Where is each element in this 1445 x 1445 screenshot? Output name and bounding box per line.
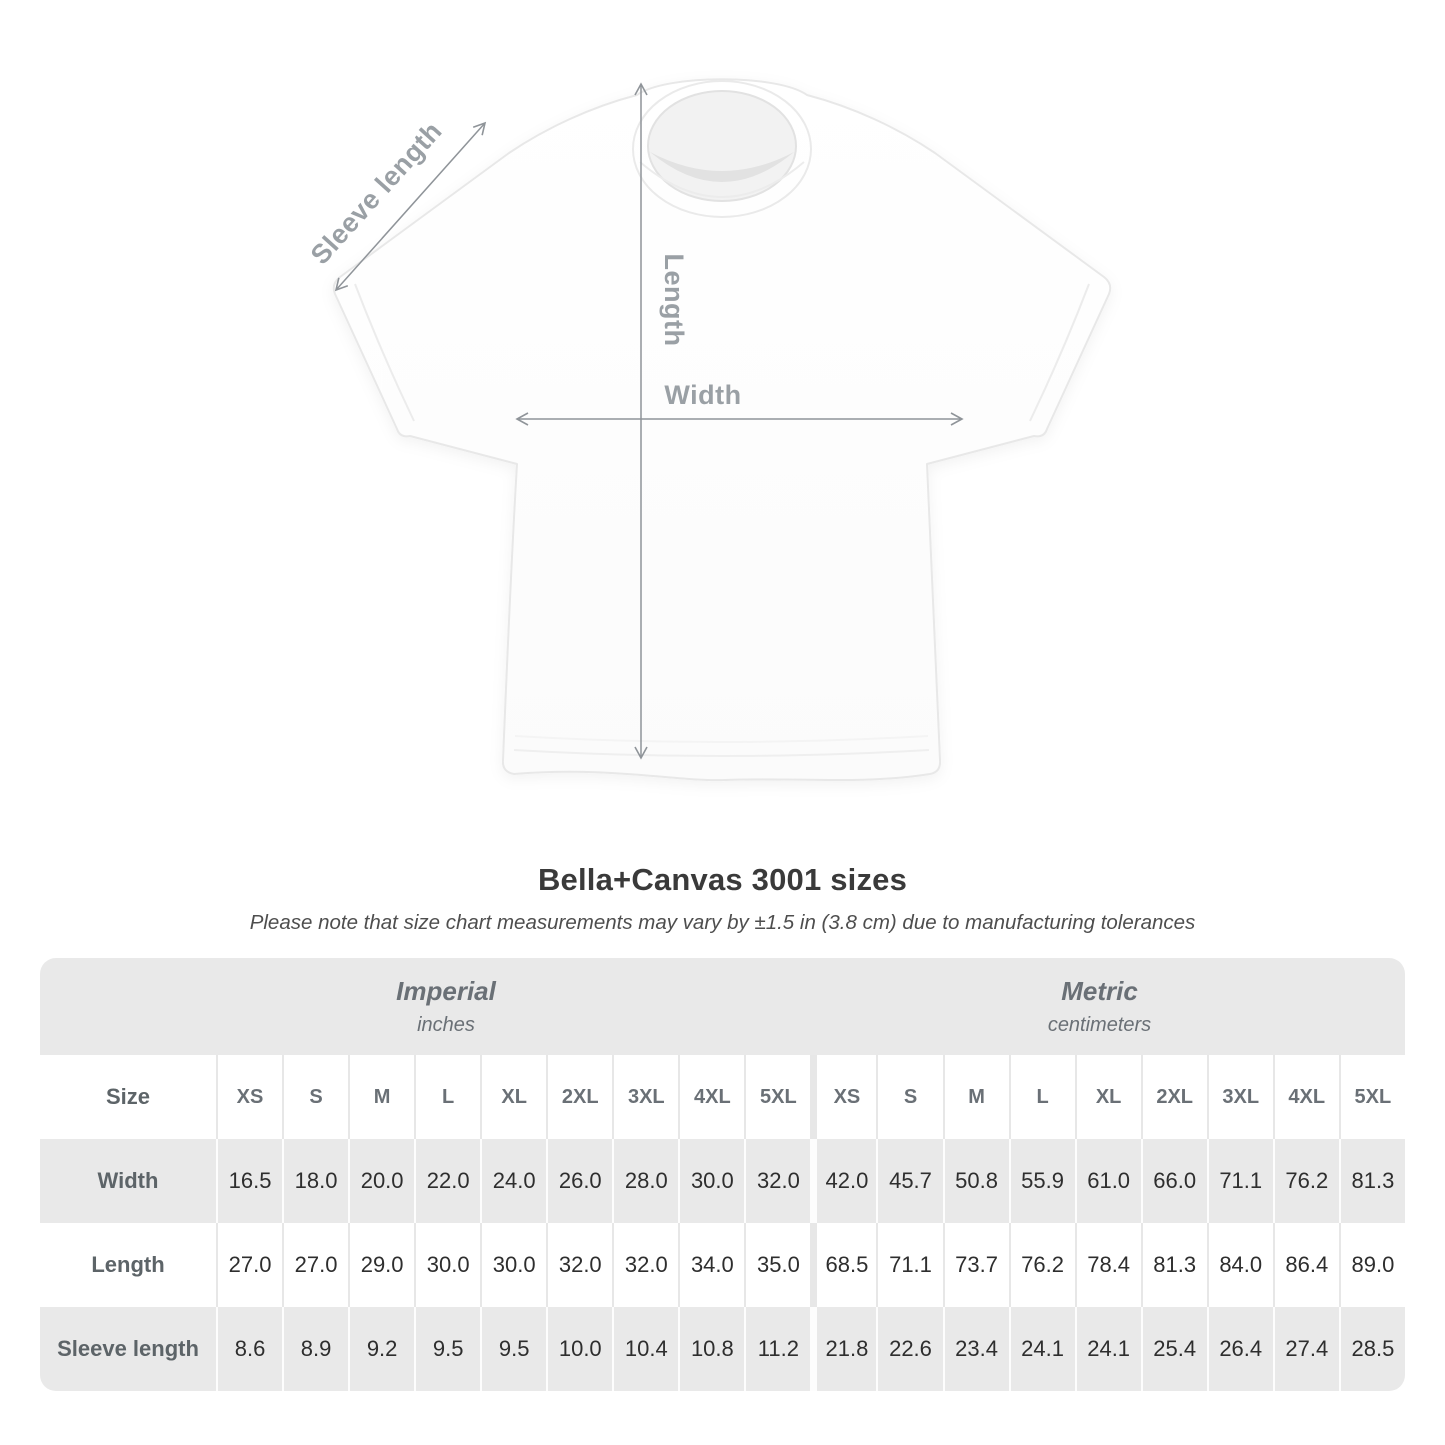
value-cell-imperial-4xl: 30.0 xyxy=(678,1139,744,1223)
value-cell-metric-xs: 68.5 xyxy=(810,1223,876,1307)
metric-title: Metric xyxy=(1061,976,1138,1006)
value-cell-imperial-m: 9.2 xyxy=(348,1307,414,1391)
value-cell-imperial-s: 18.0 xyxy=(282,1139,348,1223)
size-col-header-imperial-l: L xyxy=(414,1055,480,1139)
value-cell-metric-5xl: 89.0 xyxy=(1339,1223,1405,1307)
value-cell-imperial-xs: 8.6 xyxy=(216,1307,282,1391)
value-cell-metric-l: 55.9 xyxy=(1009,1139,1075,1223)
size-col-header-imperial-4xl: 4XL xyxy=(678,1055,744,1139)
size-col-header-metric-s: S xyxy=(876,1055,942,1139)
value-cell-imperial-s: 8.9 xyxy=(282,1307,348,1391)
value-cell-imperial-m: 29.0 xyxy=(348,1223,414,1307)
imperial-unit: inches xyxy=(417,1014,475,1036)
metric-section-header xyxy=(800,958,1399,1055)
measure-row-length xyxy=(40,1223,1405,1307)
size-col-header-metric-4xl: 4XL xyxy=(1273,1055,1339,1139)
size-col-header-imperial-xs: XS xyxy=(216,1055,282,1139)
value-cell-imperial-l: 22.0 xyxy=(414,1139,480,1223)
value-cell-metric-m: 50.8 xyxy=(943,1139,1009,1223)
row-label: Length xyxy=(91,1252,165,1277)
value-cell-metric-l: 76.2 xyxy=(1009,1223,1075,1307)
value-cell-metric-xl: 61.0 xyxy=(1075,1139,1141,1223)
value-cell-metric-l: 24.1 xyxy=(1009,1307,1075,1391)
size-col-header-metric-xl: XL xyxy=(1075,1055,1141,1139)
value-cell-imperial-3xl: 28.0 xyxy=(612,1139,678,1223)
value-cell-imperial-l: 30.0 xyxy=(414,1223,480,1307)
value-cell-imperial-l: 9.5 xyxy=(414,1307,480,1391)
value-cell-metric-s: 45.7 xyxy=(876,1139,942,1223)
value-cell-metric-5xl: 28.5 xyxy=(1339,1307,1405,1391)
value-cell-imperial-xl: 30.0 xyxy=(480,1223,546,1307)
units-header-band xyxy=(40,958,1405,1055)
size-col-header-metric-l: L xyxy=(1009,1055,1075,1139)
value-cell-imperial-xl: 24.0 xyxy=(480,1139,546,1223)
metric-unit: centimeters xyxy=(1047,1014,1152,1036)
value-cell-imperial-5xl: 11.2 xyxy=(744,1307,810,1391)
value-cell-metric-xl: 78.4 xyxy=(1075,1223,1141,1307)
value-cell-metric-4xl: 76.2 xyxy=(1273,1139,1339,1223)
size-chart xyxy=(40,958,1405,1391)
measure-row-sleeve-length xyxy=(40,1307,1405,1391)
value-cell-metric-5xl: 81.3 xyxy=(1339,1139,1405,1223)
page-title: Bella+Canvas 3001 sizes xyxy=(537,862,908,897)
size-col-header-imperial-xl: XL xyxy=(480,1055,546,1139)
value-cell-metric-3xl: 84.0 xyxy=(1207,1223,1273,1307)
row-label: Width xyxy=(97,1168,159,1193)
value-cell-metric-xs: 21.8 xyxy=(810,1307,876,1391)
measure-row-width xyxy=(40,1139,1405,1223)
size-grid-table xyxy=(40,1055,1405,1391)
size-col-header-metric-3xl: 3XL xyxy=(1207,1055,1273,1139)
value-cell-metric-xs: 42.0 xyxy=(810,1139,876,1223)
tolerance-note: Please note that size chart measurements may vary by ±1.5 in (3.8 cm) due to manufacturing tolerances xyxy=(249,911,1196,934)
value-cell-imperial-2xl: 10.0 xyxy=(546,1307,612,1391)
value-cell-metric-3xl: 71.1 xyxy=(1207,1139,1273,1223)
value-cell-imperial-4xl: 10.8 xyxy=(678,1307,744,1391)
value-cell-imperial-xl: 9.5 xyxy=(480,1307,546,1391)
value-cell-metric-xl: 24.1 xyxy=(1075,1307,1141,1391)
value-cell-imperial-3xl: 32.0 xyxy=(612,1223,678,1307)
value-cell-imperial-3xl: 10.4 xyxy=(612,1307,678,1391)
size-col-header-imperial-5xl: 5XL xyxy=(744,1055,810,1139)
size-col-header-metric-5xl: 5XL xyxy=(1339,1055,1405,1139)
value-cell-metric-4xl: 86.4 xyxy=(1273,1223,1339,1307)
value-cell-imperial-m: 20.0 xyxy=(348,1139,414,1223)
size-col-header-imperial-s: S xyxy=(282,1055,348,1139)
tshirt-shape xyxy=(334,79,1110,780)
row-label: Sleeve length xyxy=(57,1336,199,1361)
length-label: Length xyxy=(659,253,689,347)
size-col-header-metric-m: M xyxy=(943,1055,1009,1139)
value-cell-imperial-5xl: 35.0 xyxy=(744,1223,810,1307)
value-cell-imperial-2xl: 26.0 xyxy=(546,1139,612,1223)
value-cell-imperial-2xl: 32.0 xyxy=(546,1223,612,1307)
value-cell-metric-4xl: 27.4 xyxy=(1273,1307,1339,1391)
value-cell-metric-3xl: 26.4 xyxy=(1207,1307,1273,1391)
size-header-row xyxy=(40,1055,1405,1139)
value-cell-metric-m: 73.7 xyxy=(943,1223,1009,1307)
value-cell-metric-2xl: 66.0 xyxy=(1141,1139,1207,1223)
size-col-header-imperial-m: M xyxy=(348,1055,414,1139)
size-col-header-metric-xs: XS xyxy=(810,1055,876,1139)
imperial-section-header xyxy=(63,958,829,1055)
value-cell-metric-s: 22.6 xyxy=(876,1307,942,1391)
value-cell-metric-2xl: 25.4 xyxy=(1141,1307,1207,1391)
value-cell-imperial-s: 27.0 xyxy=(282,1223,348,1307)
value-cell-imperial-xs: 27.0 xyxy=(216,1223,282,1307)
size-col-header-imperial-2xl: 2XL xyxy=(546,1055,612,1139)
size-column-label: Size xyxy=(105,1084,151,1109)
value-cell-metric-2xl: 81.3 xyxy=(1141,1223,1207,1307)
sleeve-length-label: Sleeve length xyxy=(304,115,448,271)
value-cell-metric-m: 23.4 xyxy=(943,1307,1009,1391)
value-cell-imperial-5xl: 32.0 xyxy=(744,1139,810,1223)
value-cell-imperial-xs: 16.5 xyxy=(216,1139,282,1223)
value-cell-metric-s: 71.1 xyxy=(876,1223,942,1307)
width-label: Width xyxy=(664,380,742,410)
imperial-title: Imperial xyxy=(396,976,496,1006)
size-col-header-metric-2xl: 2XL xyxy=(1141,1055,1207,1139)
size-col-header-imperial-3xl: 3XL xyxy=(612,1055,678,1139)
value-cell-imperial-4xl: 34.0 xyxy=(678,1223,744,1307)
